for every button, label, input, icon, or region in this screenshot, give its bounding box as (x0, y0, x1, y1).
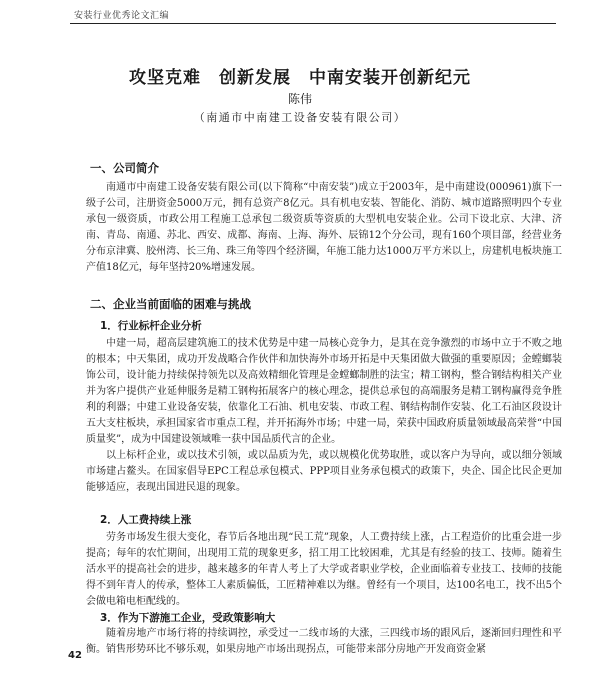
subsection-heading-benchmark: 1．行业标杆企业分析 (100, 320, 202, 332)
author-affiliation: （南通市中南建工设备安装有限公司） (193, 111, 407, 124)
running-header: 安装行业优秀论文汇编 (74, 11, 170, 21)
header-rule (70, 23, 556, 24)
article-title: 攻坚克难 创新发展 中南安装开创新纪元 (129, 68, 471, 88)
article-author: 陈伟 (287, 92, 312, 106)
subsection-heading-labor-cost: 2．人工费持续上涨 (100, 514, 192, 526)
page-number: 42 (68, 650, 82, 661)
benchmark-paragraph-2: 以上标杆企业，或以技术引领，或以品质为先，或以规模化优势取胜，或以客户为导向，或以细分领域市场建占鳌头。在国家倡导EPC工程总承包模式、PPP项目业务承包模式的政策下，央企、国企比民企更加能够适应，表现出国进民退的现象。 (86, 450, 562, 493)
labor-cost-paragraph: 劳务市场发生很大变化，春节后各地出现“民工荒”现象，人工费持续上涨，占工程造价的比重会进一步提高；每年的农忙期间，出现用工荒的现象更多，招工用工比较困难，尤其是有经验的技工、技师。随着生活水平的提高社会的进步，越来越多的年青人考上了大学或者职业学校，企业面临着专业技工、技师的技能得不到年青人的传承，整体工人素质偏低，工匠精神难以为继。曾经有一个项目，达100名电工，找不出5个会做电箱电柜配线的。 (86, 532, 562, 607)
benchmark-paragraph-1: 中建一局，超高层建筑施工的技术优势是中建一局核心竞争力，是其在竞争激烈的市场中立于不败之地的根本；中天集团，成功开发战略合作伙伴和加快海外市场开拓是中天集团做大做强的重要原因；金螳螂装饰公司，设计能力持续保持领先以及高效精细化管理是金螳螂制胜的法宝；精工钢构，整合钢结构相关产业并为客户提供产业延伸服务是精工钢构拓展客户的核心理念，提供总承包的高端服务是精工钢构赢得竞争胜利的利器；中建工业设备安装，依靠化工石油、机电安装、市政工程、钢结构制作安装、化工石油区段设计五大支柱板块，承担国家省市重点工程，并开拓海外市场；中建一局，荣获中国政府质量领域最高荣誉“中国质量奖”，成为中国建设领域唯一获中国品质代言的企业。 (86, 338, 562, 445)
section-heading-intro: 一、公司简介 (90, 161, 159, 175)
intro-paragraph: 南通市中南建工设备安装有限公司(以下简称“中南安装”)成立于2003年，是中南建设(000961)旗下一级子公司，注册资金5000万元，拥有总资产8亿元。具有机电安装、智能化、消防、城市道路照明四个专业承包一级资质，市政公用工程施工总承包二级资质等资质的大型机电安装企业。公司下设北京、大津、济南、青岛、南通、苏北、西安、成都、海南、上海、海外、辰锦12个分公司，现有160个项目部，经营业务分布京津冀、胶州湾、长三角、珠三角等四个经济圈，年施工能力达1000万平方米以上，房建机电板块施工产值18亿元，每年坚持20%增速发展。 (86, 182, 562, 273)
subsection-heading-policy: 3．作为下游施工企业，受政策影响大 (100, 612, 276, 624)
policy-paragraph: 随着房地产市场行将的持续调控，承受过一二线市场的大涨，三四线市场的跟风后，逐渐回归理性和平衡。销售形势环比不够乐观，如果房地产市场出现拐点，可能带来部分房地产开发商资金紧 (86, 628, 562, 655)
section-heading-challenges: 二、企业当前面临的困难与挑战 (90, 297, 251, 311)
